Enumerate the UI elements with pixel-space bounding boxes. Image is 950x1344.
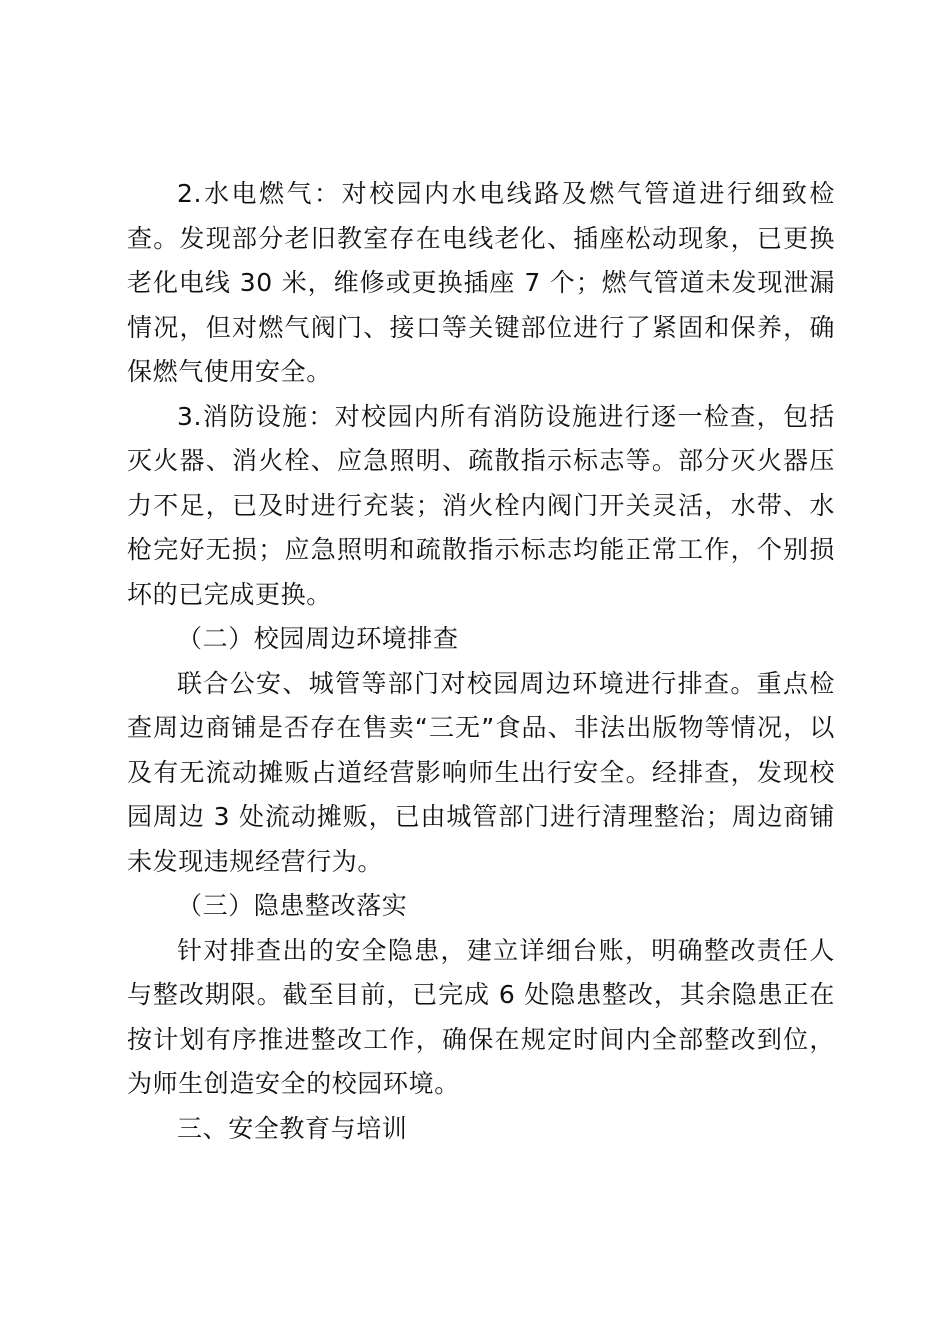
section-heading-education: 三、安全教育与培训 — [177, 1113, 408, 1143]
paragraph-surroundings: 联合公安、城管等部门对校园周边环境进行排查。重点检查周边商铺是否存在售卖“三无”食品、非法出版物等情况，以及有无流动摊贩占道经营影响师生出行安全。经排查，发现校园周边 3 处流动摊贩，已由城管部门进行清理整治；周边商铺未发现违规经营行为。 — [127, 668, 835, 876]
paragraph-rectification: 针对排查出的安全隐患，建立详细台账，明确整改责任人与整改期限。截至目前，已完成 6 处隐患整改，其余隐患正在按计划有序推进整改工作，确保在规定时间内全部整改到位，为师生创造安全的校园环境。 — [127, 935, 835, 1098]
document-body — [127, 172, 835, 1151]
paragraph-fire-facilities: 3.消防设施：对校园内所有消防设施进行逐一检查，包括灭火器、消火栓、应急照明、疏散指示标志等。部分灭火器压力不足，已及时进行充装；消火栓内阀门开关灵活，水带、水枪完好无损；应急照明和疏散指示标志均能正常工作，个别损坏的已完成更换。 — [127, 401, 835, 609]
section-heading-surroundings: （二）校园周边环境排查 — [177, 624, 459, 653]
paragraph-utilities-inspection: 2.水电燃气：对校园内水电线路及燃气管道进行细致检查。发现部分老旧教室存在电线老化、插座松动现象，已更换老化电线 30 米，维修或更换插座 7 个；燃气管道未发现泄漏情况，但对燃气阀门、接口等关键部位进行了紧固和保养，确保燃气使用安全。 — [127, 179, 835, 386]
section-heading-rectification: （三）隐患整改落实 — [177, 891, 408, 920]
